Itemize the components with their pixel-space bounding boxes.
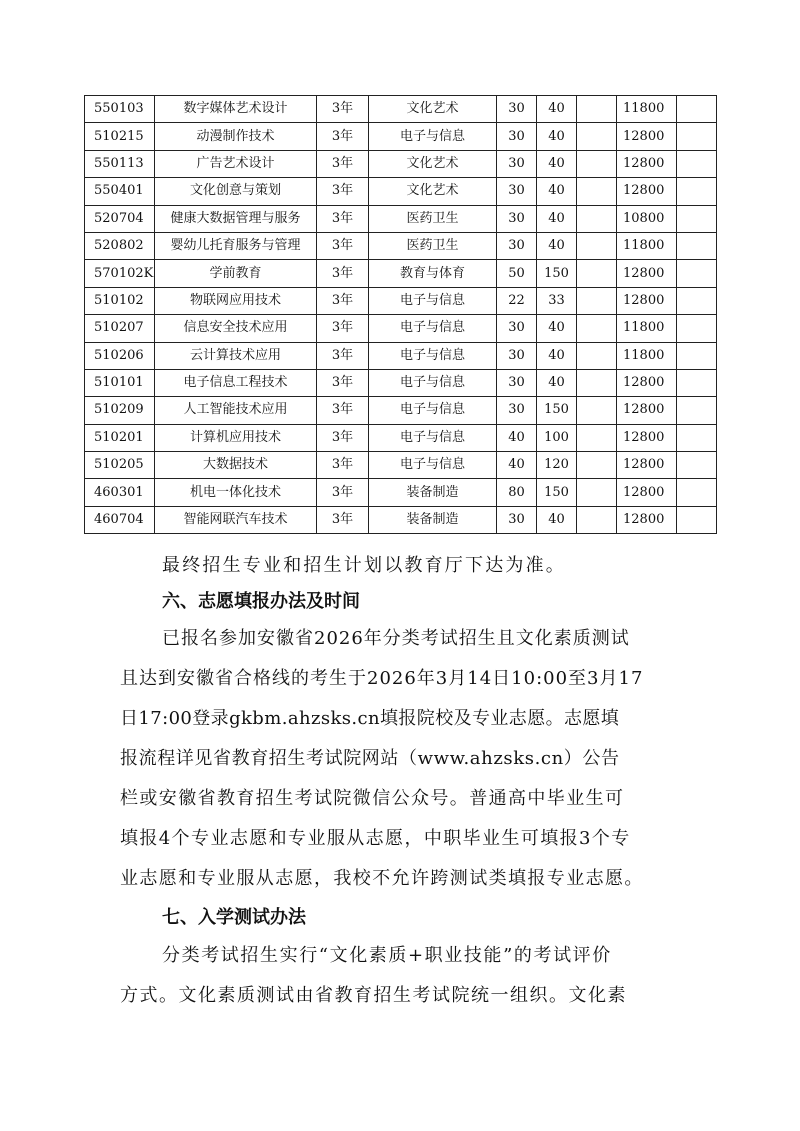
empty-cell [677,342,717,369]
category-cell: 电子与信息 [369,452,497,479]
major-name-cell: 动漫制作技术 [155,123,317,150]
plan-total-cell: 150 [537,397,577,424]
major-name-cell: 广告艺术设计 [155,150,317,177]
major-code-cell: 510102 [85,287,155,314]
major-code-cell: 510215 [85,123,155,150]
plan-total-cell: 40 [537,506,577,533]
major-code-cell: 550103 [85,96,155,123]
tuition-cell: 10800 [617,205,677,232]
empty-cell [677,96,717,123]
category-cell: 装备制造 [369,479,497,506]
duration-cell: 3年 [317,205,369,232]
major-name-cell: 智能网联汽车技术 [155,506,317,533]
plan-total-cell: 100 [537,424,577,451]
plan-count-cell: 30 [497,369,537,396]
tuition-cell: 12800 [617,287,677,314]
empty-cell [577,424,617,451]
major-code-cell: 510201 [85,424,155,451]
major-code-cell: 550113 [85,150,155,177]
duration-cell: 3年 [317,397,369,424]
empty-cell [677,123,717,150]
category-cell: 电子与信息 [369,123,497,150]
category-cell: 电子与信息 [369,342,497,369]
duration-cell: 3年 [317,287,369,314]
duration-cell: 3年 [317,369,369,396]
major-name-cell: 健康大数据管理与服务 [155,205,317,232]
table-footnote: 最终招生专业和招生计划以教育厅下达为准。 [162,555,566,576]
major-name-cell: 计算机应用技术 [155,424,317,451]
plan-total-cell: 40 [537,96,577,123]
plan-count-cell: 40 [497,452,537,479]
tuition-cell: 12800 [617,397,677,424]
major-code-cell: 510206 [85,342,155,369]
plan-total-cell: 40 [537,342,577,369]
plan-count-cell: 30 [497,96,537,123]
tuition-cell: 11800 [617,315,677,342]
empty-cell [577,150,617,177]
empty-cell [577,123,617,150]
category-cell: 电子与信息 [369,397,497,424]
section-6-line: 栏或安徽省教育招生考试院微信公众号。普通高中毕业生可 [120,788,625,809]
section-7-line: 方式。文化素质测试由省教育招生考试院统一组织。文化素 [120,985,627,1006]
category-cell: 文化艺术 [369,150,497,177]
plan-total-cell: 40 [537,178,577,205]
duration-cell: 3年 [317,96,369,123]
empty-cell [677,452,717,479]
empty-cell [677,232,717,259]
plan-total-cell: 40 [537,205,577,232]
duration-cell: 3年 [317,232,369,259]
duration-cell: 3年 [317,452,369,479]
category-cell: 教育与体育 [369,260,497,287]
table-row [85,205,717,232]
empty-cell [577,506,617,533]
major-name-cell: 云计算技术应用 [155,342,317,369]
section-6-line: 业志愿和专业服从志愿，我校不允许跨测试类填报专业志愿。 [120,868,644,889]
table-row [85,424,717,451]
plan-count-cell: 40 [497,424,537,451]
major-name-cell: 文化创意与策划 [155,178,317,205]
plan-total-cell: 33 [537,287,577,314]
majors-table-body [85,96,717,534]
category-cell: 电子与信息 [369,287,497,314]
major-name-cell: 大数据技术 [155,452,317,479]
empty-cell [677,369,717,396]
plan-total-cell: 150 [537,260,577,287]
table-row [85,452,717,479]
tuition-cell: 12800 [617,260,677,287]
plan-count-cell: 30 [497,232,537,259]
table-row [85,150,717,177]
tuition-cell: 11800 [617,342,677,369]
major-code-cell: 520704 [85,205,155,232]
section-7-heading: 七、入学测试办法 [162,907,306,928]
tuition-cell: 12800 [617,150,677,177]
tuition-cell: 11800 [617,96,677,123]
category-cell: 医药卫生 [369,232,497,259]
table-row [85,479,717,506]
empty-cell [677,287,717,314]
duration-cell: 3年 [317,342,369,369]
major-name-cell: 机电一体化技术 [155,479,317,506]
major-code-cell: 510209 [85,397,155,424]
major-code-cell: 460704 [85,506,155,533]
duration-cell: 3年 [317,260,369,287]
empty-cell [677,205,717,232]
tuition-cell: 12800 [617,424,677,451]
empty-cell [577,369,617,396]
section-6-heading: 六、志愿填报办法及时间 [162,591,360,612]
major-code-cell: 570102K [85,260,155,287]
duration-cell: 3年 [317,315,369,342]
tuition-cell: 12800 [617,178,677,205]
major-name-cell: 数字媒体艺术设计 [155,96,317,123]
section-6-line: 报流程详见省教育招生考试院网站（www.ahzsks.cn）公告 [120,748,620,769]
empty-cell [677,315,717,342]
table-row [85,232,717,259]
tuition-cell: 12800 [617,479,677,506]
major-name-cell: 信息安全技术应用 [155,315,317,342]
major-name-cell: 人工智能技术应用 [155,397,317,424]
major-code-cell: 550401 [85,178,155,205]
plan-count-cell: 30 [497,205,537,232]
majors-table [84,95,717,534]
empty-cell [577,232,617,259]
major-code-cell: 510205 [85,452,155,479]
table-row [85,342,717,369]
category-cell: 电子与信息 [369,424,497,451]
duration-cell: 3年 [317,506,369,533]
duration-cell: 3年 [317,150,369,177]
table-row [85,397,717,424]
major-code-cell: 520802 [85,232,155,259]
empty-cell [677,397,717,424]
tuition-cell: 11800 [617,232,677,259]
section-6-line: 已报名参加安徽省2026年分类考试招生且文化素质测试 [162,628,630,649]
empty-cell [577,178,617,205]
major-name-cell: 学前教育 [155,260,317,287]
tuition-cell: 12800 [617,506,677,533]
plan-count-cell: 50 [497,260,537,287]
plan-count-cell: 30 [497,315,537,342]
empty-cell [577,479,617,506]
category-cell: 装备制造 [369,506,497,533]
section-7-line: 分类考试招生实行“文化素质+职业技能”的考试评价 [162,945,612,966]
empty-cell [677,178,717,205]
category-cell: 电子与信息 [369,369,497,396]
duration-cell: 3年 [317,479,369,506]
category-cell: 电子与信息 [369,315,497,342]
section-6-line: 填报4个专业志愿和专业服从志愿，中职毕业生可填报3个专 [120,828,631,849]
table-row [85,287,717,314]
major-code-cell: 510207 [85,315,155,342]
major-name-cell: 电子信息工程技术 [155,369,317,396]
tuition-cell: 12800 [617,369,677,396]
plan-count-cell: 30 [497,178,537,205]
category-cell: 文化艺术 [369,96,497,123]
plan-total-cell: 40 [537,315,577,342]
table-row [85,178,717,205]
plan-count-cell: 80 [497,479,537,506]
major-code-cell: 460301 [85,479,155,506]
category-cell: 医药卫生 [369,205,497,232]
empty-cell [577,452,617,479]
plan-count-cell: 30 [497,150,537,177]
category-cell: 文化艺术 [369,178,497,205]
section-6-line: 日17:00登录gkbm.ahzsks.cn填报院校及专业志愿。志愿填 [120,708,620,729]
empty-cell [677,424,717,451]
duration-cell: 3年 [317,424,369,451]
empty-cell [577,205,617,232]
empty-cell [577,397,617,424]
duration-cell: 3年 [317,178,369,205]
plan-total-cell: 40 [537,150,577,177]
empty-cell [577,96,617,123]
plan-count-cell: 30 [497,123,537,150]
empty-cell [677,506,717,533]
tuition-cell: 12800 [617,452,677,479]
plan-count-cell: 22 [497,287,537,314]
empty-cell [677,150,717,177]
plan-total-cell: 40 [537,232,577,259]
plan-total-cell: 120 [537,452,577,479]
empty-cell [677,479,717,506]
table-row [85,123,717,150]
major-code-cell: 510101 [85,369,155,396]
empty-cell [577,342,617,369]
duration-cell: 3年 [317,123,369,150]
major-name-cell: 婴幼儿托育服务与管理 [155,232,317,259]
major-name-cell: 物联网应用技术 [155,287,317,314]
section-6-line: 且达到安徽省合格线的考生于2026年3月14日10:00至3月17 [120,668,644,689]
table-row [85,315,717,342]
plan-total-cell: 40 [537,369,577,396]
plan-count-cell: 30 [497,342,537,369]
table-row [85,96,717,123]
table-row [85,369,717,396]
tuition-cell: 12800 [617,123,677,150]
plan-total-cell: 150 [537,479,577,506]
plan-count-cell: 30 [497,506,537,533]
empty-cell [577,287,617,314]
table-row [85,260,717,287]
plan-total-cell: 40 [537,123,577,150]
empty-cell [577,315,617,342]
empty-cell [677,260,717,287]
plan-count-cell: 30 [497,397,537,424]
table-row [85,506,717,533]
empty-cell [577,260,617,287]
